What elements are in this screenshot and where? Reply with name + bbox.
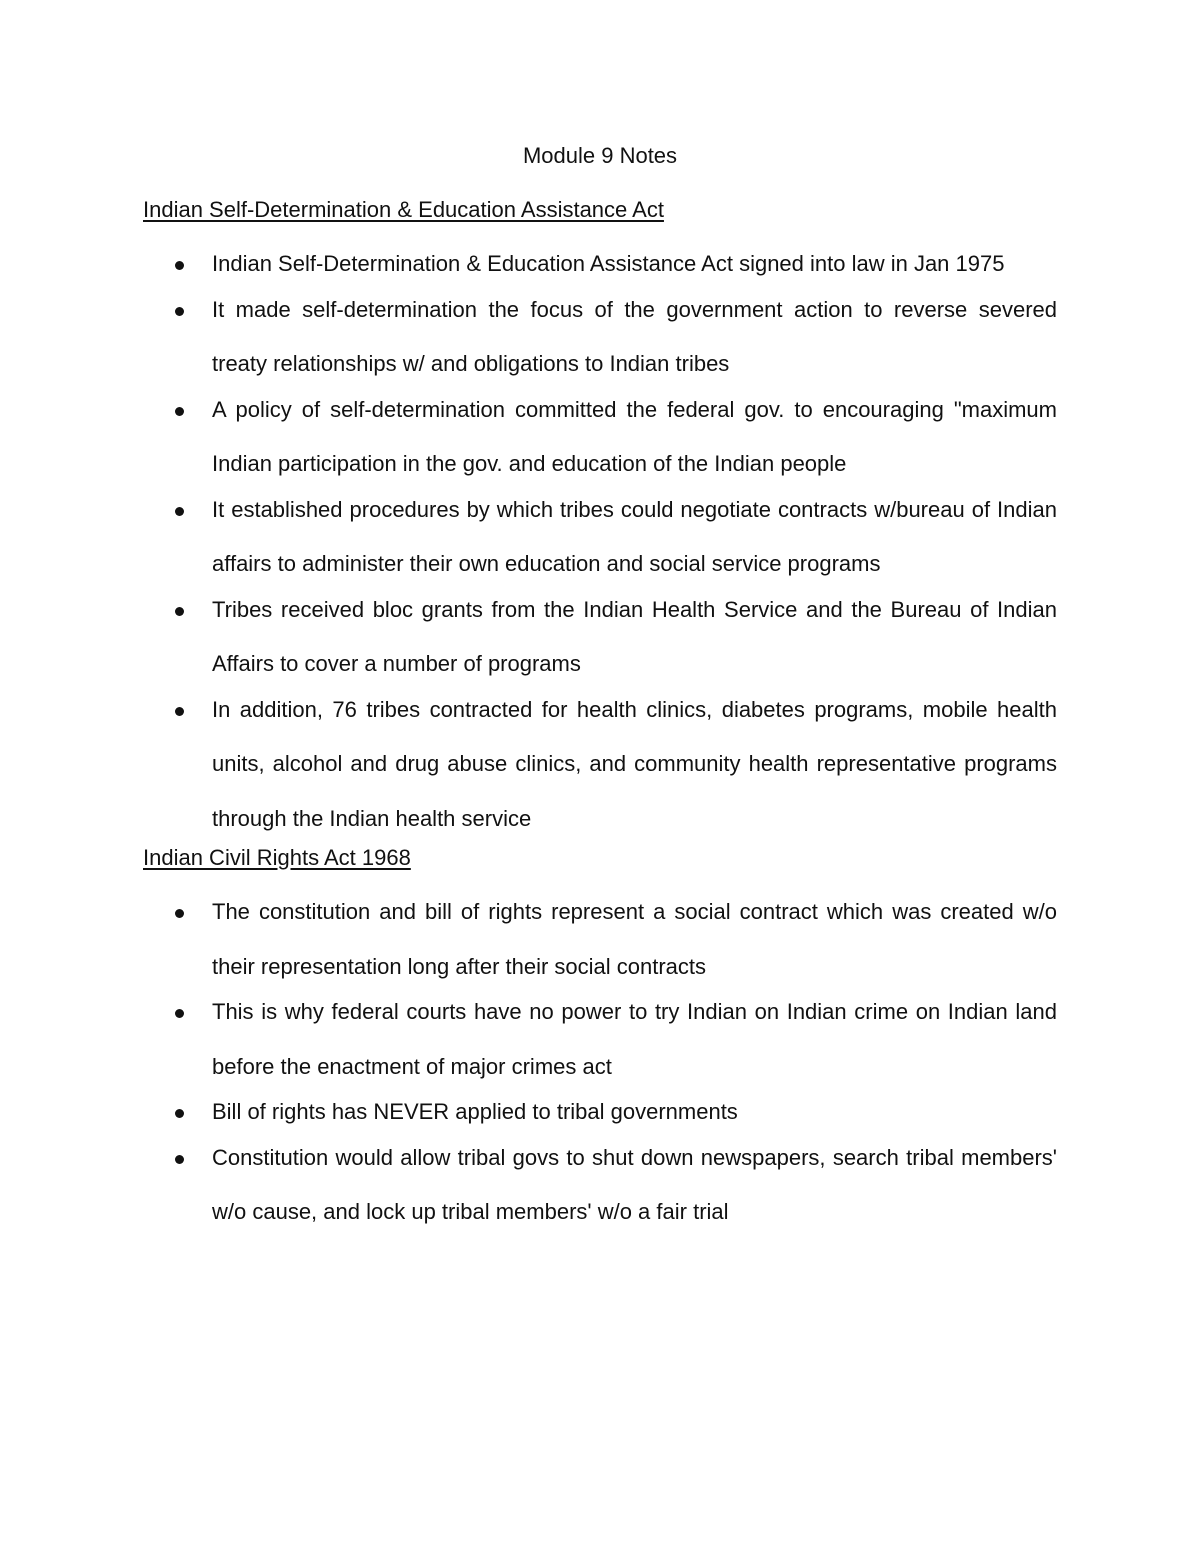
section-heading: Indian Self-Determination & Education Assistance Act [143,197,664,222]
list-item-text: The constitution and bill of rights represent a social contract which was created w/o their representation long after their social contracts [212,899,1057,979]
page-title: Module 9 Notes [522,143,678,168]
section-self-determination-act [143,192,1057,846]
list-item [143,383,1057,492]
list-item [143,885,1057,994]
list-item-text: Tribes received bloc grants from the Indian Health Service and the Bureau of Indian Affairs to cover a number of programs [212,596,1057,676]
list-item-text: It made self-determination the focus of the government action to reverse severed treaty relationships w/ and obligations to Indian tribes [212,296,1057,376]
list-item-text: It established procedures by which tribes could negotiate contracts w/bureau of Indian affairs to administer their own education and social service programs [212,496,1057,576]
list-item-text: Indian Self-Determination & Education Assistance Act signed into law in Jan 1975 [212,251,1005,276]
bullet-icon [175,707,184,716]
list-item-text: A policy of self-determination committed the federal gov. to encouraging "maximum Indian participation in the gov. and education of the Indian people [212,396,1057,476]
list-item [143,1131,1057,1240]
section-civil-rights-act [143,840,1057,1240]
list-item-text: This is why federal courts have no power to try Indian on Indian crime on Indian land before the enactment of major crimes act [212,999,1057,1079]
section-heading: Indian Civil Rights Act 1968 [143,845,411,870]
bullet-icon [175,407,184,416]
bullet-icon [175,507,184,516]
list-item [143,283,1057,392]
list-item-text: In addition, 76 tribes contracted for health clinics, diabetes programs, mobile health units, alcohol and drug abuse clinics, and community health representative programs through the Indian health service [212,696,1057,831]
bullet-icon [175,909,184,918]
bullet-icon [175,1155,184,1164]
bullet-list [143,237,1057,846]
list-item [143,483,1057,592]
bullet-icon [175,1109,184,1118]
bullet-icon [175,307,184,316]
bullet-icon [175,261,184,270]
list-item-text: Constitution would allow tribal govs to shut down newspapers, search tribal members' w/o cause, and lock up tribal members' w/o a fair trial [212,1144,1057,1224]
list-item-text: Bill of rights has NEVER applied to tribal governments [212,1099,738,1124]
bullet-icon [175,1009,184,1018]
list-item [143,583,1057,692]
bullet-icon [175,607,184,616]
list-item [143,683,1057,847]
bullet-list [143,885,1057,1240]
list-item [143,985,1057,1094]
